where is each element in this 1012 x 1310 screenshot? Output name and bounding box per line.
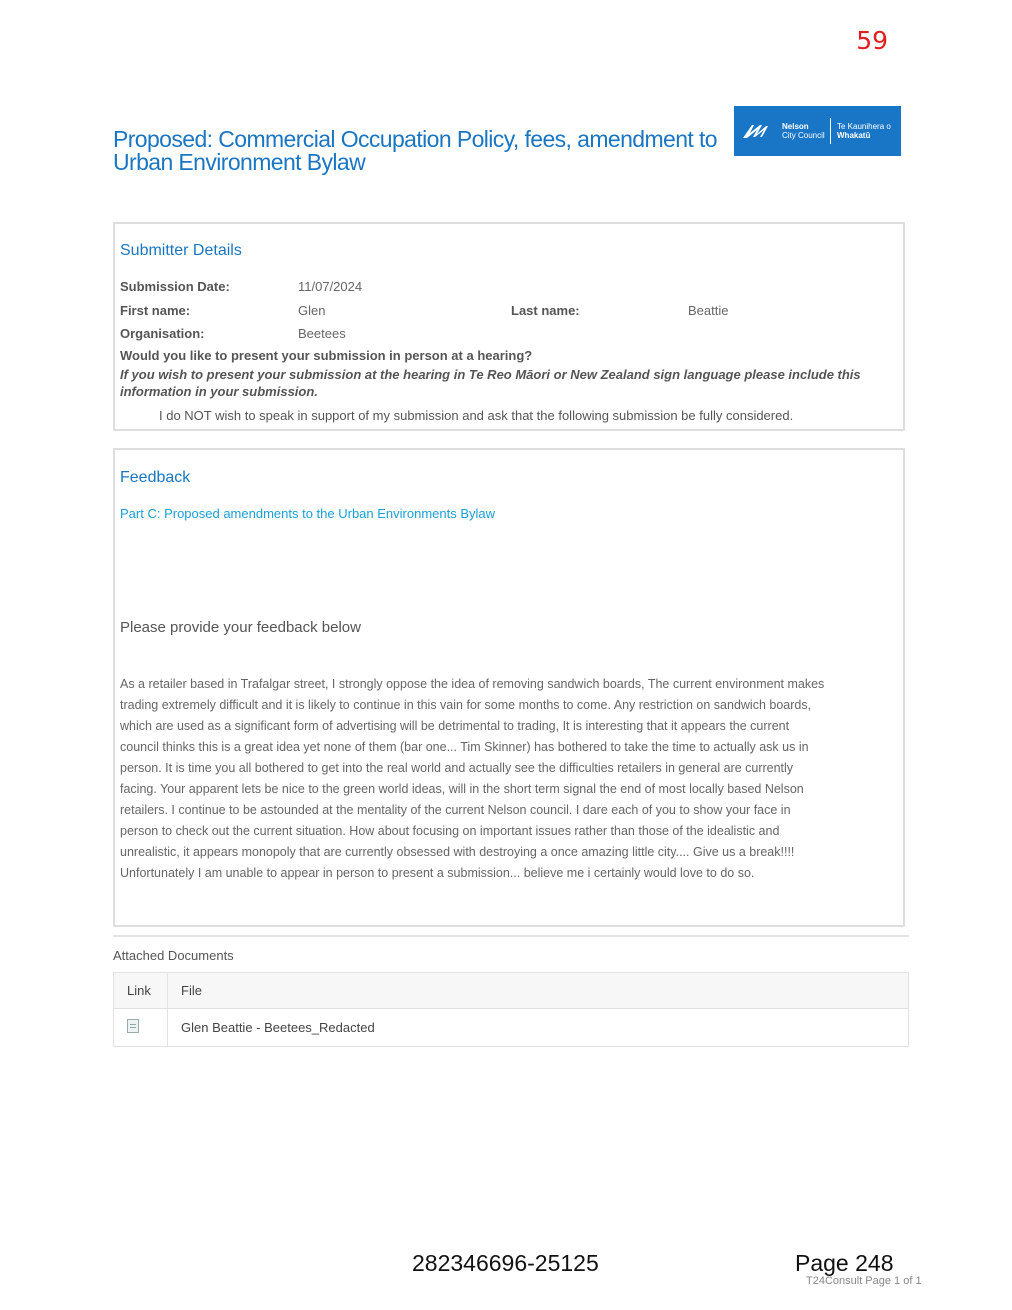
organisation-value: Beetees: [298, 326, 346, 341]
attached-documents-heading: Attached Documents: [113, 948, 234, 963]
organisation-label: Organisation:: [120, 326, 205, 341]
logo-org-name: [782, 122, 828, 140]
attached-documents-table: [113, 972, 909, 1047]
section-divider: [113, 935, 909, 937]
column-header-link: Link: [114, 973, 168, 1009]
hearing-note: If you wish to present your submission at the hearing in Te Reo Māori or New Zealand sign language please include this information in your submission.: [120, 367, 861, 399]
last-name-label: Last name:: [511, 303, 580, 318]
footer-source: T24Consult Page 1 of 1: [806, 1275, 922, 1287]
feedback-panel: [113, 448, 905, 927]
feedback-prompt: Please provide your feedback below: [120, 619, 361, 636]
logo-org-line2: City Council: [782, 131, 825, 140]
footer-page-number: Page 248: [795, 1250, 894, 1276]
council-logo: [734, 106, 901, 156]
submitter-details-heading: Submitter Details: [120, 242, 242, 259]
hearing-question: Would you like to present your submission in person at a hearing?: [120, 348, 533, 363]
last-name-value: Beattie: [688, 303, 729, 318]
document-title: Proposed: Commercial Occupation Policy, fees, amendment to Urban Environment Bylaw: [113, 126, 717, 175]
submitter-details-panel: [113, 222, 905, 431]
feedback-text: As a retailer based in Trafalgar street, I strongly oppose the idea of removing sandwich boards, The current environment makes trading extremely difficult and it is likely to continue in this vain for some months to come. Any restriction on sandwich boards, which are used as a significant form of advertising will be detrimental to trading, It is interesting that it appears the current council thinks this is a great idea yet none of them (bar one... Tim Skinner) has bothered to take the time to actually ask us in person. It is time you all bothered to get into the real world and actually see the difficulties retailers in general are currently facing. Your apparent lets be nice to the green world ideas, will in the short term signal the end of most locally based Nelson retailers. I continue to be astounded at the mentality of the current Nelson council. I dare each of you to show your face in person to check out the current situation. How about focusing on important issues rather than those of the idealistic and unrealistic, it appears monopoly that are currently obsessed with destroying a once amazing little city.... Give us a break!!!! Unfortunately I am unable to appear in person to present a submission... believe me i certainly would love to do so.: [120, 677, 825, 880]
feedback-heading: Feedback: [120, 469, 191, 486]
logo-maori-line2: Whakatū: [837, 131, 871, 140]
link-cell: [114, 1009, 168, 1047]
submission-date-value: 11/07/2024: [298, 279, 363, 294]
page-marker: 59: [856, 26, 888, 55]
hearing-answer: I do NOT wish to speak in support of my submission and ask that the following submission be fully considered.: [159, 408, 794, 423]
first-name-value: Glen: [298, 303, 326, 318]
logo-divider: [830, 118, 831, 144]
council-logo-mark-icon: [740, 116, 780, 146]
table-header-row: [114, 973, 909, 1009]
submission-date-label: Submission Date:: [120, 279, 230, 294]
table-row: [114, 1009, 909, 1047]
logo-org-line1: Nelson: [782, 122, 809, 131]
column-header-file: File: [168, 973, 909, 1009]
document-icon[interactable]: [127, 1019, 139, 1033]
logo-maori-line1: Te Kaunihera o: [837, 122, 891, 131]
file-name-cell[interactable]: Glen Beattie - Beetees_Redacted: [168, 1009, 909, 1047]
first-name-label: First name:: [120, 303, 191, 318]
feedback-part-link[interactable]: Part C: Proposed amendments to the Urban Environments Bylaw: [120, 506, 496, 521]
footer-document-id: 282346696-25125: [412, 1250, 599, 1276]
logo-maori-name: [837, 122, 891, 140]
